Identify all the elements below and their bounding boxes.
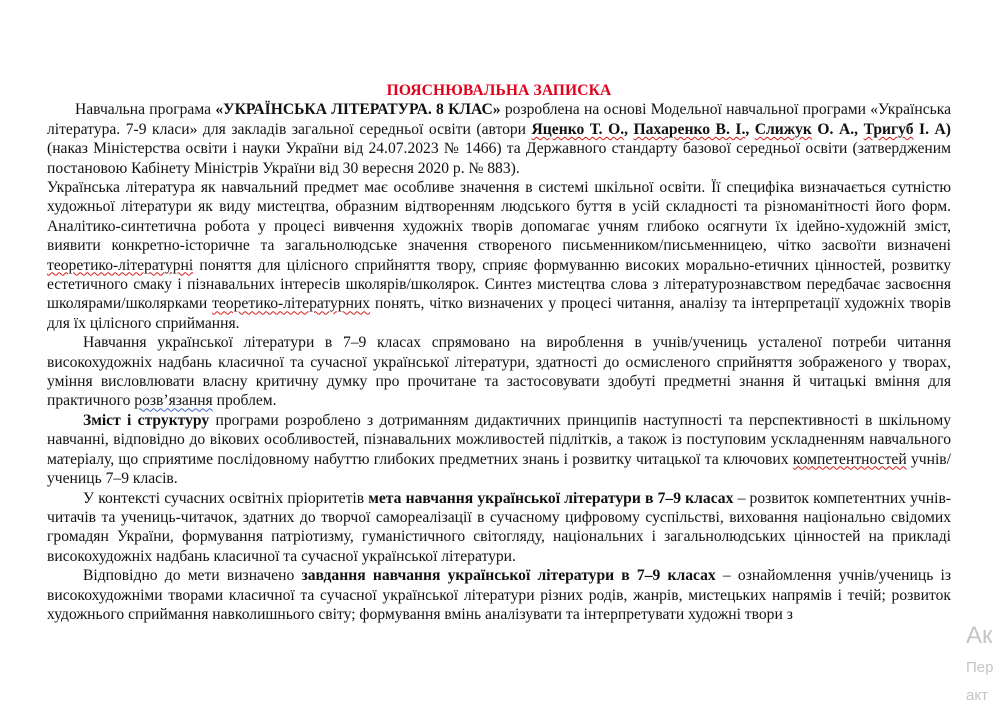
text-run: (наказ Міністерства освіти і науки України від 24.07.2023 № 1466) та Державного стандарту базової середньої освіти (затвердженим постановою Кабінету Міністрів України від 30 вересня 2020 р. № 883). xyxy=(47,140,951,177)
text-run: Навчання української літератури в 7–9 класах спрямовано на вироблення в учнів/учениць усталеної потреби читання високохудожніх надбань класичної та сучасної української літератури, здатності до осмисленого сприйняття зображеного у творах, уміння висловлювати власну критичну думку про прочитане та застосовувати здобуті предметні знання й читацькі вміння для практичного xyxy=(47,334,951,410)
text-run: Українська література як навчальний предмет має особливе значення в системі шкільної освіти. Її специфіка визначається сутністю художньої літератури як виду мистецтва, образним відтворенням людського буття в усій складності та різноманітності його форм. Аналітико-синтетична робота у процесі вивчення художніх творів допомагає учням глибоко осягнути їх ідейно-художній зміст, виявити конкретно-історичне та загальнолюдське значення створеного письменником/письменницею, чітко засвоїти визначені xyxy=(47,179,951,255)
program-name: «УКРАЇНСЬКА ЛІТЕРАТУРА. 8 КЛАС» xyxy=(215,101,501,119)
text-run: Відповідно до мети визначено xyxy=(83,567,302,585)
windows-activation-watermark xyxy=(966,618,1001,718)
text-run: розроблена на основі Модельної навчальної програми «Українська література. 7-9 класи» для закладів загальної середньої освіти (автори xyxy=(47,101,951,138)
paragraph-subject xyxy=(47,178,951,333)
document-page xyxy=(47,81,951,624)
author-name: Пахаренко В. І. xyxy=(633,120,746,138)
bold-term: завдання навчання української літератури в 7–9 класах xyxy=(301,567,716,585)
bold-term: Зміст і структуру xyxy=(83,411,210,429)
paragraph-learning xyxy=(47,333,951,411)
text-run: понять, чітко визначених у процесі читання, аналізу та інтерпретації художніх творів для їх цілісного сприймання. xyxy=(47,295,951,332)
text-run: – розвиток компетентних учнів-читачів та учениць-читачок, здатних до творчої самореалізації в сучасному цифровому суспільстві, виховання національно свідомих громадян України, формування патріотизму, гуманістичного світогляду, національних і загальнолюдських цінностей на прикладі високохудожніх надбань класичної та сучасної української літератури. xyxy=(47,489,952,565)
text-run: поняття для цілісного сприйняття твору, сприяє формуванню високих морально-етичних цінностей, розвитку естетичного смаку і пізнавальних інтересів школярів/школярок. Синтез мистецтва слова з літературознавством передбачає засвоєння школярами/школярками xyxy=(47,256,951,313)
term-underlined: компетентностей xyxy=(792,450,907,468)
text-run: У контексті сучасних освітніх пріоритетів xyxy=(83,489,369,507)
text-run: учнів/учениць 7–9 класів. xyxy=(47,450,951,488)
watermark-line: акт xyxy=(966,687,988,704)
term-underlined: теоретико-літературних xyxy=(212,295,371,313)
paragraph-intro xyxy=(47,100,951,178)
watermark-line: Пер xyxy=(966,659,994,676)
author-initials: О. А., xyxy=(811,120,859,138)
text-run: проблем. xyxy=(212,392,277,410)
author-name: Яценко Т. О. xyxy=(531,120,625,138)
text-run: програми розроблено з дотриманням дидактичних принципів наступності та перспективності в шкільному навчанні, відповідно до вікових особливостей, пізнавальних можливостей підлітків, а також із поступовим ускладненням навчального матеріалу, що сприятиме послідовному набуттю глибоких предметних знань і розвитку читацької та ключових xyxy=(47,411,951,468)
text-run: – ознайомлення учнів/учениць із високохудожніми творами класичної та сучасної української літератури різних родів, жанрів, мистецьких напрямів і течій; розвиток художнього сприймання навколишнього світу; формування вмінь аналізувати та інтерпретувати художні твори з xyxy=(47,567,951,623)
paragraph-tasks xyxy=(47,566,951,624)
separator: , xyxy=(624,120,634,138)
author-initials: І. А) xyxy=(913,120,951,138)
paragraph-structure xyxy=(47,411,951,489)
author-name: Тригуб xyxy=(863,120,914,138)
bold-term: мета навчання української літератури в 7–9 класах xyxy=(368,489,734,507)
text-run: Навчальна програма xyxy=(75,101,216,119)
term-underlined: теоретико-літературні xyxy=(47,256,194,274)
separator: , xyxy=(745,120,755,138)
paragraph-goal xyxy=(47,489,951,567)
document-title: ПОЯСНЮВАЛЬНА ЗАПИСКА xyxy=(386,82,612,99)
watermark-title: Ак xyxy=(966,622,993,649)
term-underlined: розв’язання xyxy=(134,392,213,410)
author-name: Слижук xyxy=(754,120,812,138)
